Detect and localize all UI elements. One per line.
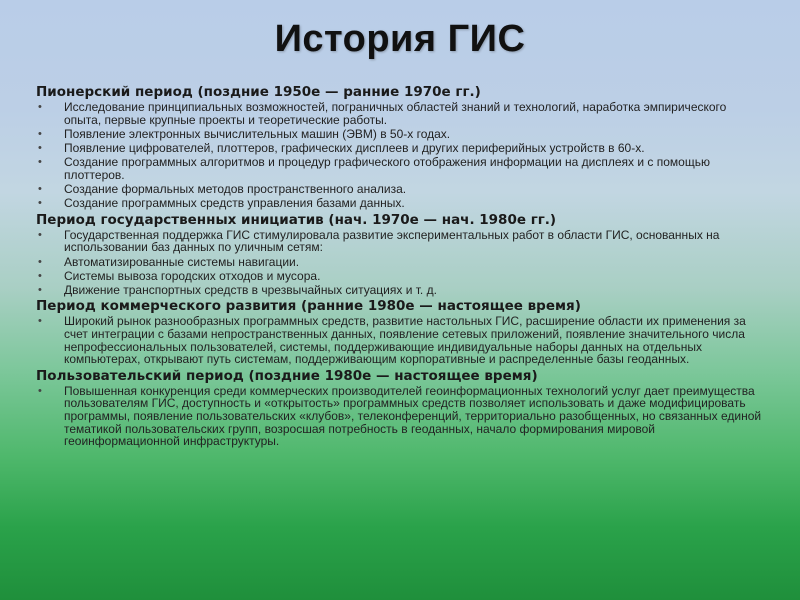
list-item: • Широкий рынок разнообразных программных средств, развитие настольных ГИС, расширение области их применения за счет интеграции с базами непространственных данных, появление сетевых приложений, появление значительного числа непрофессиональных пользователей, системы, поддерживающие индивидуальные наборы данных на отдельных компьютерах, открывают путь системам, поддерживающим корпоративные и распределенные базы геоданных. xyxy=(38,314,746,367)
slide-title: История ГИС xyxy=(274,18,526,60)
list-item: • Государственная поддержка ГИС стимулировала развитие экспериментальных работ в области ГИС, основанных на использовании баз данных по уличным сетям: xyxy=(38,227,720,255)
slide-content xyxy=(36,84,766,449)
bullet-icon: • xyxy=(38,283,42,296)
bullet-icon: • xyxy=(38,127,42,140)
section-list-government xyxy=(36,229,766,297)
section-list-commercial xyxy=(36,315,766,365)
bullet-icon: • xyxy=(38,255,42,268)
list-item: • Движение транспортных средств в чрезвычайных ситуациях и т. д. xyxy=(38,282,437,297)
bullet-icon: • xyxy=(38,384,42,397)
bullet-icon: • xyxy=(38,101,42,113)
bullet-icon: • xyxy=(38,197,42,210)
list-item: • Повышенная конкуренция среди коммерческих производителей геоинформационных технологий услуг дает преимущества пользователям ГИС, доступность и «открытость» программных средств позволяет использовать и даже модифицировать программы, появление пользовательских «клубов», телеконференций, территориально разобщенных, но связанных единой тематикой пользовательских групп, возросшая потребность в геоданных, начало формирования мировой геоинформационной инфраструктуры. xyxy=(38,383,762,449)
section-heading-commercial: Период коммерческого развития (ранние 1980е — настоящее время) xyxy=(36,298,581,315)
list-item: • Появление электронных вычислительных машин (ЭВМ) в 50-х годах. xyxy=(38,126,451,141)
list-item: • Появление цифрователей, плоттеров, графических дисплеев и других периферийных устройств в 60-х. xyxy=(38,140,645,155)
bullet-icon: • xyxy=(38,141,42,154)
bullet-icon: • xyxy=(38,156,42,169)
bullet-icon: • xyxy=(38,269,42,282)
section-list-pioneer xyxy=(36,101,766,210)
list-item: • Создание программных средств управления базами данных. xyxy=(38,196,405,211)
section-heading-user: Пользовательский период (поздние 1980е — настоящее время) xyxy=(36,367,538,384)
list-item: • Системы вывоза городских отходов и мусора. xyxy=(38,268,321,283)
list-item: • Создание формальных методов пространственного анализа. xyxy=(38,181,407,196)
bullet-icon: • xyxy=(38,228,42,241)
section-heading-government: Период государственных инициатив (нач. 1970е — нач. 1980е гг.) xyxy=(36,211,557,228)
bullet-icon: • xyxy=(38,182,42,195)
list-item: • Исследование принципиальных возможностей, пограничных областей знаний и технологий, наработка эмпирического опыта, первые крупные проекты и теоретические работы. xyxy=(38,100,727,127)
section-list-user xyxy=(36,385,766,448)
bullet-icon: • xyxy=(38,315,42,328)
list-item: • Создание программных алгоритмов и процедур графического отображения информации на дисплеях и с помощью плоттеров. xyxy=(38,155,710,182)
list-item: • Автоматизированные системы навигации. xyxy=(38,254,300,269)
section-heading-pioneer: Пионерский период (поздние 1950е — ранние 1970е гг.) xyxy=(36,84,481,100)
